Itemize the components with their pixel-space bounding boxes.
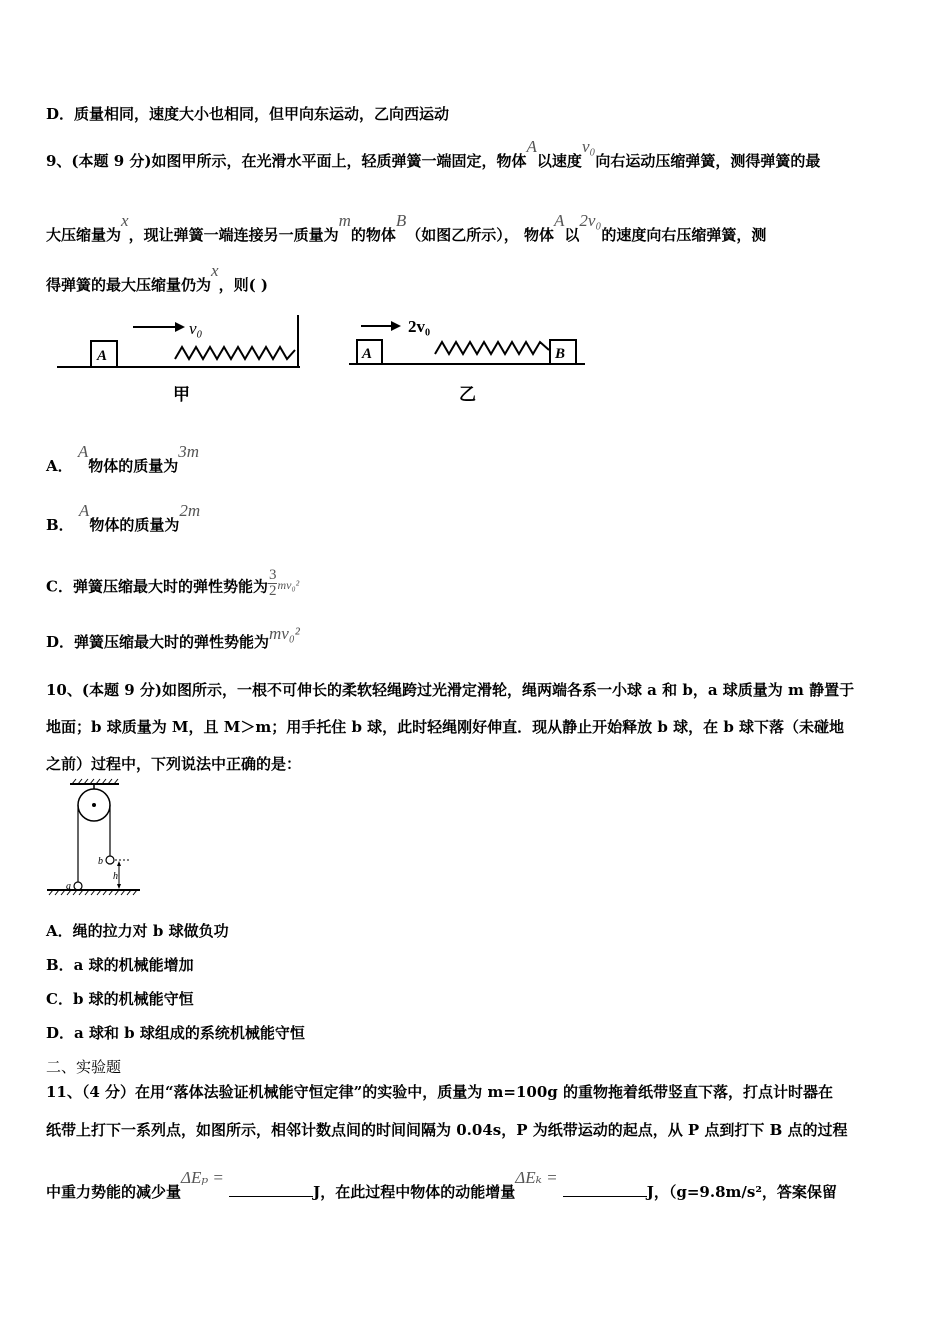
label-b: b [98,856,103,867]
block-b-label: B [555,346,566,362]
q10-stem-line2: 地面；b 球质量为 M，且 M＞m；用手托住 b 球，此时轻绳刚好伸直．现从静止开始释放 b 球，在 b 球下落（未碰地 [46,718,845,736]
q9-stem-line2: 大压缩量为x，现让弹簧一端连接另一质量为m的物体B（如图乙所示）， 物体A以2v₀的速度向右压缩弹簧，测 [46,211,767,244]
var-v0: v₀ [581,137,596,156]
var-x: x [211,261,219,280]
q10-option-c: C．b 球的机械能守恒 [46,990,194,1008]
spring [435,342,549,354]
var-2v0: 2v₀ [579,211,602,230]
q10-pulley-figure [45,778,145,900]
q10-option-a: A．绳的拉力对 b 球做负功 [46,922,229,940]
q9-figure-jia [55,312,305,407]
section-title: 二、实验题 [46,1058,122,1076]
q10-stem-line1: 10、(本题 9 分)如图所示，一根不可伸长的柔软轻绳跨过光滑定滑轮，绳两端各系一小球 a 和 b，a 球质量为 m 静置于 [46,681,855,699]
q9-figure-yi [345,312,590,407]
q9-stem-line1: 9、(本题 9 分)如图甲所示，在光滑水平面上，轻质弹簧一端固定，物体A以速度v₀向右运动压缩弹簧，测得弹簧的最 [46,137,821,170]
spring [175,347,295,359]
q11-stem-line2: 纸带上打下一系列点，如图所示，相邻计数点间的时间间隔为 0.04s，P 为纸带运动的起点，从 P 点到打下 B 点的过程 [46,1121,848,1139]
q10-option-d: D．a 球和 b 球组成的系统机械能守恒 [46,1024,305,1042]
q10-option-b: B．a 球的机械能增加 [46,956,194,974]
var-x: x [121,211,129,230]
var-b: B [395,211,407,230]
var-a: A [554,211,565,230]
q8-option-d: D．质量相同，速度大小也相同，但甲向东运动，乙向西运动 [46,105,450,123]
ball-a [74,882,82,890]
arrow-head [391,321,401,331]
q11-stem-line3: 中重力势能的减少量ΔEₚ = J，在此过程中物体的动能增量ΔEₖ = J，（g=9.8m/s²，答案保留 [46,1168,837,1201]
answer-blank-ep[interactable] [229,1182,313,1197]
answer-blank-ek[interactable] [563,1182,647,1197]
block-a-label: A [362,346,373,362]
label-a: a [66,881,71,892]
arrow-label: 2v₀ [408,317,431,336]
q9-option-b: B． A物体的质量为2m [46,501,201,534]
arrow-head [175,322,185,332]
fraction-3-2: $\frac{3}{2}$ [268,567,277,599]
q9-option-d: D．弹簧压缩最大时的弹性势能为mv₀² [46,624,300,651]
ball-b [106,856,114,864]
arrow-label: v₀ [189,319,203,338]
q11-stem-line1: 11、（4 分）在用“落体法验证机械能守恒定律”的实验中，质量为 m=100g 的重物拖着纸带竖直下落，打点计时器在 [46,1083,833,1101]
q9-stem-line3: 得弹簧的最大压缩量仍为x，则( ) [46,261,268,294]
var-m: m [338,211,351,230]
var-a: A [526,137,537,156]
caption-yi: 乙 [459,385,476,405]
q9-option-c: C．弹簧压缩最大时的弹性势能为 $\frac{3}{2}$ $^{mv_0^2}$ [46,567,300,599]
delta-ep: ΔEₚ = [181,1168,224,1187]
label-h: h [113,871,118,882]
block-a-label: A [97,348,108,364]
delta-ek: ΔEₖ = [515,1168,558,1187]
q10-stem-line3: 之前）过程中，下列说法中正确的是： [46,755,302,773]
caption-jia: 甲 [173,385,190,405]
pulley-axle [92,803,96,807]
q9-option-a: A． A物体的质量为3m [46,442,200,475]
